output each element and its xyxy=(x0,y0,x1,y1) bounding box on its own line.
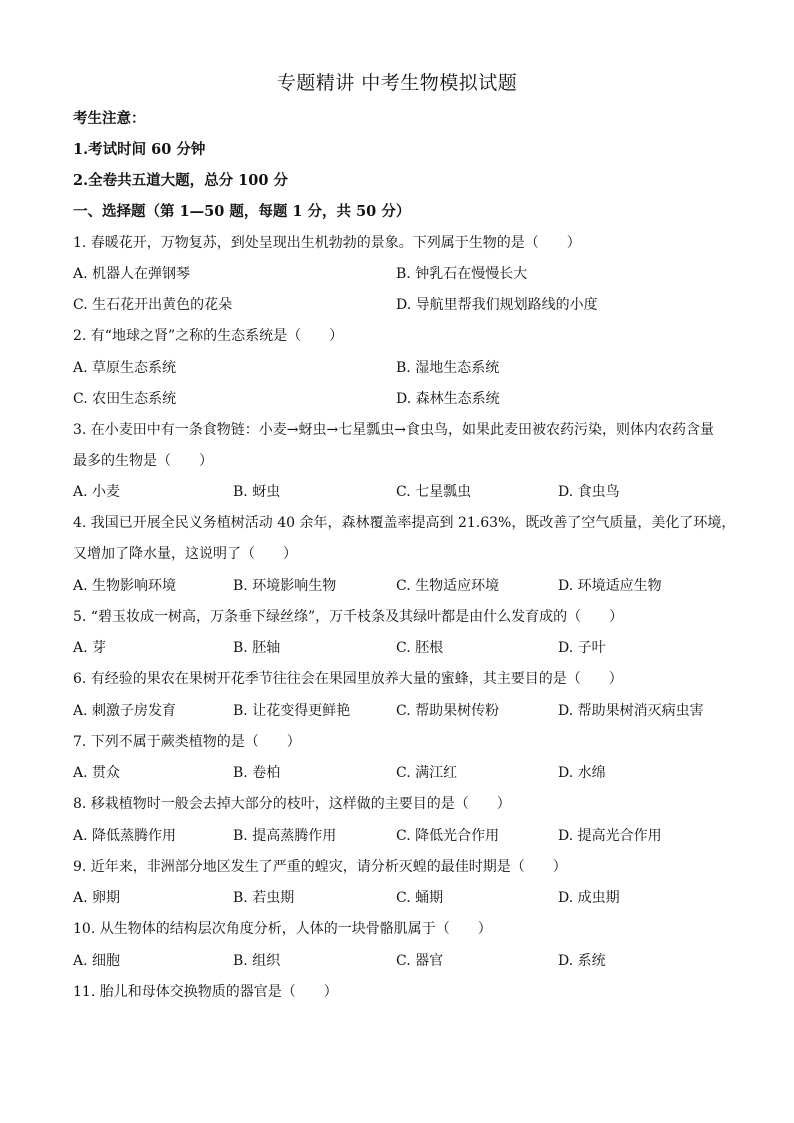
question-4-stem: 4. 我国已开展全民义务植树活动 40 余年，森林覆盖率提高到 21.63%，既改善了空气质量，美化了环境， xyxy=(73,515,736,531)
question-2-option-d: D. 森林生态系统 xyxy=(396,391,500,407)
question-3-stem-cont: 最多的生物是（ ） xyxy=(73,453,213,469)
question-9-option-d: D. 成虫期 xyxy=(558,890,620,906)
question-9-option-c: C. 蛹期 xyxy=(396,890,444,906)
question-10-stem: 10. 从生物体的结构层次角度分析，人体的一块骨骼肌属于（ ） xyxy=(73,921,492,937)
notice-item-2: 2.全卷共五道大题，总分 100 分 xyxy=(73,172,288,189)
question-9-option-a: A. 卵期 xyxy=(73,890,121,906)
notice-heading: 考生注意： xyxy=(73,110,146,127)
question-3-stem: 3. 在小麦田中有一条食物链：小麦→蚜虫→七星瓢虫→食虫鸟，如果此麦田被农药污染，则体内农药含量 xyxy=(73,422,714,438)
question-2-stem: 2. 有“地球之肾”之称的生态系统是（ ） xyxy=(73,328,344,344)
notice-item-1: 1.考试时间 60 分钟 xyxy=(73,141,206,158)
question-6-option-d: D. 帮助果树消灭病虫害 xyxy=(558,703,704,719)
question-2-option-c: C. 农田生态系统 xyxy=(73,391,177,407)
question-3-option-b: B. 蚜虫 xyxy=(233,484,281,500)
question-10-option-a: A. 细胞 xyxy=(73,953,121,969)
question-6-stem: 6. 有经验的果农在果树开花季节往往会在果园里放养大量的蜜蜂，其主要目的是（ ） xyxy=(73,671,623,687)
question-2-option-b: B. 湿地生态系统 xyxy=(396,360,500,376)
question-8-option-b: B. 提高蒸腾作用 xyxy=(233,828,337,844)
question-4-option-d: D. 环境适应生物 xyxy=(558,578,662,594)
question-4-option-c: C. 生物适应环境 xyxy=(396,578,500,594)
question-1-option-a: A. 机器人在弹钢琴 xyxy=(73,266,191,282)
question-10-option-d: D. 系统 xyxy=(558,953,606,969)
question-1-option-b: B. 钟乳石在慢慢长大 xyxy=(396,266,528,282)
question-5-option-d: D. 子叶 xyxy=(558,640,606,656)
question-4-option-a: A. 生物影响环境 xyxy=(73,578,177,594)
question-5-option-a: A. 芽 xyxy=(73,640,107,656)
question-8-option-a: A. 降低蒸腾作用 xyxy=(73,828,177,844)
question-5-stem: 5. “碧玉妆成一树高，万条垂下绿丝绦”，万千枝条及其绿叶都是由什么发育成的（ ） xyxy=(73,609,624,625)
question-5-option-b: B. 胚轴 xyxy=(233,640,281,656)
section-heading: 一、选择题（第 1—50 题，每题 1 分，共 50 分） xyxy=(73,203,411,220)
question-10-option-c: C. 器官 xyxy=(396,953,444,969)
question-8-stem: 8. 移栽植物时一般会去掉大部分的枝叶，这样做的主要目的是（ ） xyxy=(73,796,511,812)
question-1-option-c: C. 生石花开出黄色的花朵 xyxy=(73,297,233,313)
question-7-option-c: C. 满江红 xyxy=(396,765,458,781)
question-6-option-c: C. 帮助果树传粉 xyxy=(396,703,500,719)
question-7-option-a: A. 贯众 xyxy=(73,765,121,781)
question-4-stem-cont: 又增加了降水量，这说明了（ ） xyxy=(73,546,297,562)
question-2-option-a: A. 草原生态系统 xyxy=(73,360,177,376)
question-6-option-b: B. 让花变得更鲜艳 xyxy=(233,703,351,719)
question-1-option-d: D. 导航里帮我们规划路线的小度 xyxy=(396,297,598,313)
question-6-option-a: A. 刺激子房发育 xyxy=(73,703,177,719)
question-11-stem: 11. 胎儿和母体交换物质的器官是（ ） xyxy=(73,984,338,1000)
question-10-option-b: B. 组织 xyxy=(233,953,281,969)
question-4-option-b: B. 环境影响生物 xyxy=(233,578,337,594)
question-5-option-c: C. 胚根 xyxy=(396,640,444,656)
question-7-option-b: B. 卷柏 xyxy=(233,765,281,781)
question-3-option-d: D. 食虫鸟 xyxy=(558,484,620,500)
question-9-stem: 9. 近年来，非洲部分地区发生了严重的蝗灾，请分析灭蝗的最佳时期是（ ） xyxy=(73,859,567,875)
question-7-option-d: D. 水绵 xyxy=(558,765,606,781)
question-3-option-a: A. 小麦 xyxy=(73,484,121,500)
question-1-stem: 1. 春暖花开，万物复苏，到处呈现出生机勃勃的景象。下列属于生物的是（ ） xyxy=(73,235,581,251)
question-3-option-c: C. 七星瓢虫 xyxy=(396,484,472,500)
question-9-option-b: B. 若虫期 xyxy=(233,890,295,906)
question-8-option-c: C. 降低光合作用 xyxy=(396,828,500,844)
question-8-option-d: D. 提高光合作用 xyxy=(558,828,662,844)
page-title: 专题精讲 中考生物模拟试题 xyxy=(276,72,518,94)
question-7-stem: 7. 下列不属于蕨类植物的是（ ） xyxy=(73,734,301,750)
